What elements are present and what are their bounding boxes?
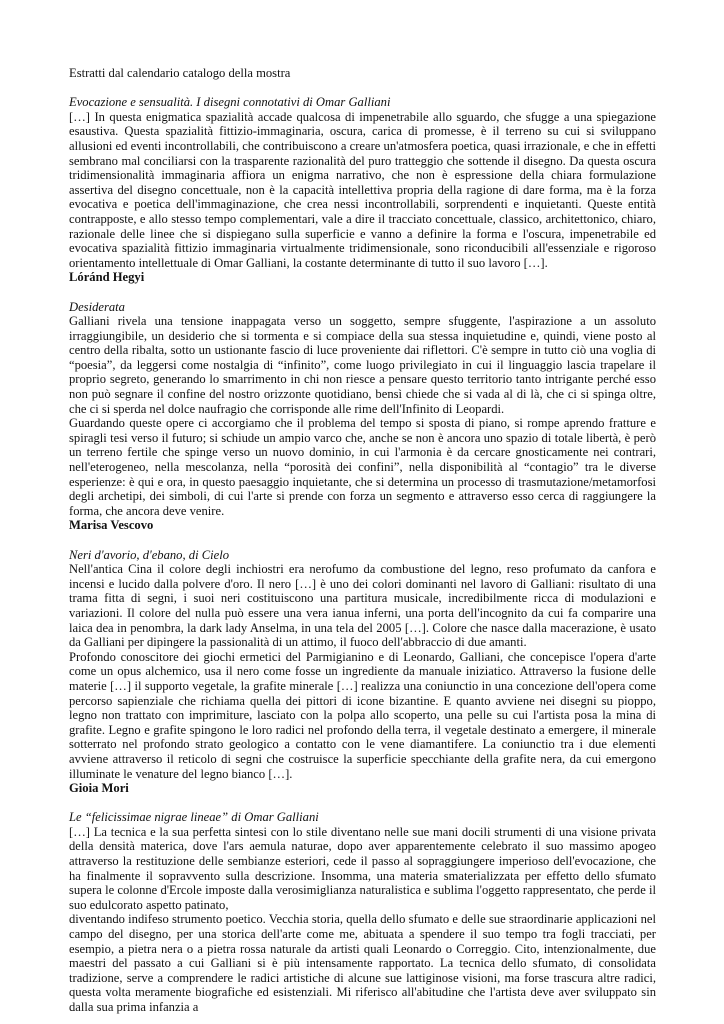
paragraph: Galliani rivela una tensione inappagata verso un soggetto, sempre sfuggente, l'aspirazione a un assoluto irraggiungibile, un desiderio che si tormenta e si compiace della sua stessa inquietudine e, quindi, viene posto al centro della ribalta, sotto un ustionante fascio di luce proveniente dai riflettori. C'è sempre in tutto ciò una voglia di “poesia”, da leggersi come nostalgia di “infinito”, come luogo privilegiato in cui il linguaggio lascia trapelare il proprio segreto, generando lo smarrimento in chi non riesce a pensare questo territorio tanto intrigante perché esso non può segnare il confine del nostro orizzonte quotidiano, bensì chiede che si vada al di là, che ci si spinga oltre, che ci si sperda nel dolce naufragio che corrisponde alle rime dell'Infinito di Leopardi. (69, 314, 656, 416)
document-page (69, 66, 656, 1015)
author-mori: Gioia Mori (69, 781, 129, 796)
document-title: Estratti dal calendario catalogo della mostra (69, 66, 291, 80)
section-title-desiderata: Desiderata (69, 299, 125, 314)
paragraph: […] La tecnica e la sua perfetta sintesi con lo stile diventano nelle sue mani docili strumenti di una visione privata della densità materica, dove l'ars aemula naturae, dopo aver apparentemente celebrato il suo massimo apogeo attraverso la restituzione delle sembianze esteriori, cede il passo al sopraggiungere imperioso dell'evocazione, che ha finalmente il sopravvento sulla descrizione. Insomma, una materia smaterializzata per effetto dello sfumato supera le colonne d'Ercole imposte dalla verosimiglianza naturalistica e sublima l'oggetto rappresentato, che perde il suo edulcorato aspetto patinato, (69, 824, 656, 912)
paragraph: Guardando queste opere ci accorgiamo che il problema del tempo si sposta di piano, si rompe aprendo fratture e spiragli tesi verso il futuro; si schiude un ampio varco che, anche se non è ancora uno spazio di totale libertà, è però un terreno fertile che spinge verso un nuovo dominio, in cui l'armonia è da cercare gnosticamente nei contrari, nell'eterogeneo, nella mescolanza, nella “porosità dei confini”, nella disponibilità al “contagio” tra le diverse esperienze: è qui e ora, in questo paesaggio inquietante, che si determina un processo di trasmutazione/metamorfosi degli archetipi, dei simboli, di cui l'arte si prende con forza un segmento e attraverso esso cerca di raggiungere la forma, che ancora deve venire. (69, 416, 656, 518)
section-title-neri: Neri d'avorio, d'ebano, di Cielo (69, 547, 229, 562)
paragraph: diventando indifeso strumento poetico. Vecchia storia, quella dello sfumato e delle sue straordinarie applicazioni nel campo del disegno, per una storica dell'arte come me, abituata a spendere il suo tempo tra fogli tracciati, per esempio, a pietra nera o a pietra rossa naturale da artisti quali Leonardo o Correggio. Cito, intenzionalmente, due maestri del passato a cui Galliani si è più intensamente rapportato. La tecnica dello sfumato, di consolidata tradizione, serve a comprendere le radici artistiche di alcune sue lattiginose visioni, ma forse trascura altre radici, questa volta meramente biografiche ed esistenziali. Mi riferisco all'abitudine che l'artista deve aver sviluppato sin dalla sua prima infanzia a (69, 912, 656, 1014)
paragraph: Profondo conoscitore dei giochi ermetici del Parmigianino e di Leonardo, Galliani, che concepisce l'opera d'arte come un opus alchemico, usa il nero come fosse un ingrediente da manuale iniziatico. Attraverso la fusione delle materie […] il supporto vegetale, la grafite minerale […] realizza una coniunctio in una concezione dell'opera come percorso sapienziale che richiama quella dei pittori di icone bizantine. E quanto avviene nei disegni su pioppo, legno non trattato con imprimiture, lasciato con la polpa allo scoperto, una pelle su cui l'artista posa la mina di grafite. Legno e grafite spingono le loro radici nel profondo della terra, il vegetale destinato a emergere, il minerale sotterrato nel profondo strato geologico a contatto con le vene diamantifere. La coniunctio tra i due elementi avviene attraverso il reticolo di segni che costruisce la superficie specchiante della grafite nera, da cui emergono illuminate le venature del legno bianco […]. (69, 649, 656, 781)
author-hegyi: Lóránd Hegyi (69, 270, 145, 285)
paragraph: Nell'antica Cina il colore degli inchiostri era nerofumo da combustione del legno, reso profumato da canfora e incensi e lucido dalla polvere d'oro. Il nero […] è uno dei colori dominanti nel lavoro di Galliani: risultato di una trama fitta di segni, i suoi neri costituiscono una partitura musicale, incredibilmente ricca di modulazioni e variazioni. Il colore del nulla può essere una vera ianua inferni, una porta dell'incognito da cui fa comparire una laica dea in penombra, la dark lady Anselma, in una tela del 2005 […]. Colore che nasce dalla macerazione, è usato da Galliani per dipingere la passionalità di un attimo, il fuoco dell'abbraccio di due amanti. (69, 562, 656, 650)
author-vescovo: Marisa Vescovo (69, 518, 154, 533)
paragraph: […] In questa enigmatica spazialità accade qualcosa di impenetrabile allo sguardo, che sfugge a una spiegazione esaustiva. Questa spazialità fittizio-immaginaria, oscura, carica di promesse, è il terreno su cui si sviluppano allusioni ed eventi incontrollabili, che contribuiscono a creare un'atmosfera poetica, quasi irrazionale, e che in effetti sembrano mal conciliarsi con la trasparente razionalità del puro tratteggio che sottende il disegno. Da questa oscura tridimensionalità immaginaria affiora un enigma narrativo, che non è espressione della chiara formulazione assertiva del disegno concettuale, non è la capacità intellettiva propria della ragione di dare forma, ma è la forza evocativa e poetica dell'immaginazione, che crea nessi incontrollabili, sorprendenti e inquietanti. Queste entità contrapposte, e allo stesso tempo complementari, vale a dire il tracciato concettuale, classico, architettonico, chiaro, razionale delle linee che si dispiegano sulla superficie e vanno a definire la forma e l'oscura, impenetrabile ed evocativa spazialità fittizio immaginaria virtualmente tridimensionale, sono riconducibili all'essenziale e rigoroso orientamento intellettuale di Omar Galliani, la costante determinante di tutto il suo lavoro […]. (69, 109, 656, 270)
section-title-felicissimae: Le “felicissimae nigrae lineae” di Omar Galliani (69, 810, 319, 825)
section-title-evocazione: Evocazione e sensualità. I disegni connotativi di Omar Galliani (69, 95, 391, 110)
